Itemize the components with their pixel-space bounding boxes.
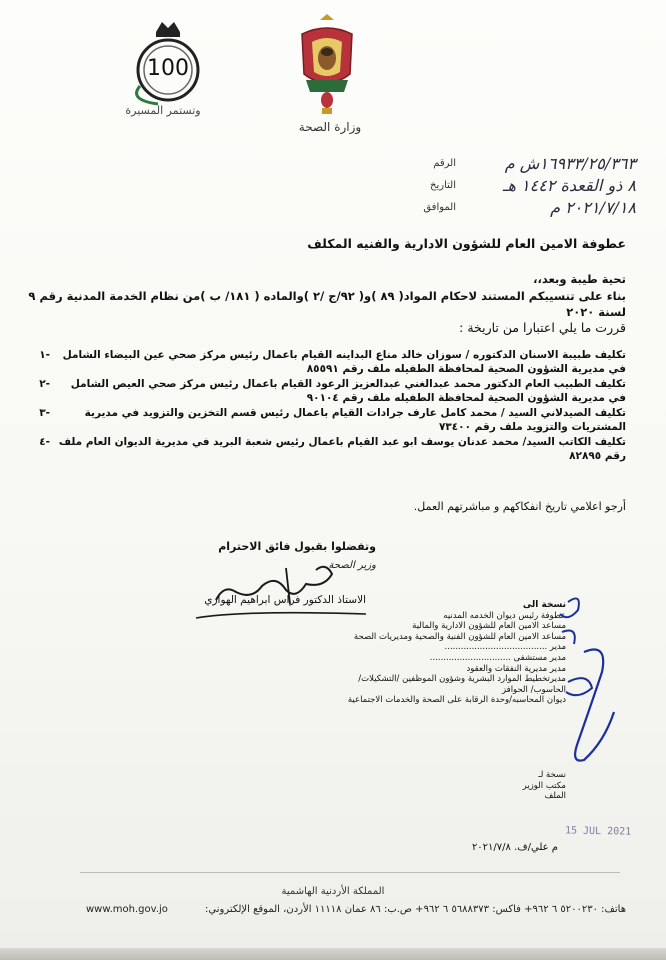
ref-number-row [416, 152, 636, 174]
jordan-coat-of-arms-icon [292, 14, 362, 118]
addressee: عطوفة الامين العام للشؤون الادارية والفنيه المكلف [307, 236, 626, 251]
blue-ink-initials-icon [548, 592, 628, 772]
copy-line: مدير ...................................... [444, 642, 566, 653]
item-number: -١ [39, 349, 50, 361]
footer-kingdom: المملكة الأردنية الهاشمية [281, 886, 385, 897]
centennial-number: 100 [147, 56, 189, 81]
ref-corresponding-label: الموافق [423, 201, 456, 213]
copies-to [336, 600, 566, 706]
copy-line: مساعد الامين العام للشؤون الادارية والمالية [412, 621, 566, 632]
item-text: تكليف طبيبة الاسنان الدكتوره / سوزان خالد مناع البداينه القيام باعمال رئيس مركز صحي عين البيضاء الشامل في مديرية الشؤون الصحية لمحافظة الطفيله ملف رقم ٨٥٥٩١ [62, 349, 626, 375]
footer-divider [80, 872, 620, 873]
ministry-label: وزارة الصحة [298, 120, 362, 134]
item-number: -٢ [39, 378, 50, 390]
ref-date-value: ٨ ذو القعدة ١٤٤٢ هـ [502, 175, 636, 195]
item-text: تكليف الصيدلاني السيد / محمد كامل عارف جرادات القيام باعمال رئيس قسم التخزين والتزويد في مديرية المشتريات والتزويد ملف رقم ٧٣٤٠٠ [84, 407, 626, 433]
item-number: -٤ [39, 436, 50, 448]
copy-line: مساعد الامين العام للشؤون الفنية والصحية ومديريات الصحة [353, 631, 566, 642]
typist-date: ٢٠٢١/٧/٨ [471, 842, 511, 853]
notify-request: أرجو اعلامي تاريخ انفكاكهم و مباشرتهم العمل. [413, 500, 626, 513]
signer-name: الاستاذ الدكتور فراس ابراهيم الهواري [204, 594, 366, 606]
copy-line: عطوفة رئيس ديوان الخدمه المدنيه [443, 610, 566, 621]
list-item [26, 406, 626, 434]
copy-line: ديوان المحاسبه/وحدة الرقابة على الصحة والخدمات الاجتماعية [347, 695, 566, 706]
item-text: تكليف الكاتب السيد/ محمد عدنان يوسف ابو عبد القيام باعمال رئيس شعبة البريد في مديرية الديوان العام ملف رقم ٨٢٨٩٥ [58, 436, 626, 462]
closing-regards: وتفضلوا بقبول فائق الاحترام [218, 540, 376, 553]
copy-line: مدير مستشفى .............................. [429, 652, 566, 663]
ref-corresponding-row [416, 196, 636, 218]
list-item [26, 348, 626, 376]
greeting: تحية طيبة وبعد،، [533, 272, 626, 286]
copy-line: مدير مديرية النفقات والعقود [466, 663, 566, 674]
reference-block [416, 152, 636, 218]
ref-date-label: التاريخ [430, 179, 456, 191]
typist-label: م علي/ف. [514, 842, 558, 853]
footer-phone: هاتف: ٥٢٠٠٢٣٠ ٦ ٩٦٢+ فاكس: ٥٦٨٨٣٧٣ ٦ ٩٦٢+ ص.ب: ٨٦ عمان ١١١١٨ الأردن، الموقع الإلكتروني: [205, 904, 626, 915]
copies-title: نسخة الى [522, 600, 566, 610]
item-number: -٣ [39, 407, 50, 419]
decision-intro: قررت ما يلي اعتبارا من تاريخة : [459, 320, 626, 335]
assignment-list [26, 348, 626, 464]
list-item [26, 377, 626, 405]
ref-corresponding-value: ٢٠٢١/٧/١٨ م [550, 197, 636, 217]
typist-ref [472, 842, 558, 853]
legal-basis: بناء على تنسيبكم المستند لاحكام المواد( ٨٩ )و( ٩٢/ج /٢ )والماده ( ١٨١/ ب )من نظام الخدمة المدنية رقم ٩ لسنة ٢٠٢٠ [28, 289, 626, 319]
ref-date-row [416, 174, 636, 196]
list-item [26, 435, 626, 463]
page-fold-edge [0, 948, 666, 960]
copies-title-2: نسخة لـ [538, 770, 566, 780]
ref-number-value: ١٦٩٣٣/٢٥/٣٦٣ش م [504, 153, 636, 173]
copy-line: مكتب الوزير [522, 780, 566, 791]
received-stamp: 15 JUL 2021 [564, 825, 632, 838]
ref-number-label: الرقم [433, 157, 456, 169]
copy-line: الملف [544, 791, 566, 802]
copies-to-2 [336, 770, 566, 802]
item-text: تكليف الطبيب العام الدكتور محمد عبدالغني عبدالعزيز الرعود القيام باعمال رئيس مركز صحي العيص الشامل في مديرية الشؤون الصحية لمحافظة الطفيله ملف رقم ٩٠١٠٤ [70, 378, 626, 404]
centennial-slogan: وتستمر المسيرة [125, 104, 201, 117]
copy-line: مديرتخطيط الموارد البشرية وشؤون الموظفين /التشكيلات/الحاسوب/ الحوافز [358, 674, 566, 695]
footer-contact [86, 904, 626, 915]
signer-title-handwritten: وزير الصحة [328, 560, 376, 571]
footer-website[interactable]: www.moh.gov.jo [86, 904, 168, 915]
